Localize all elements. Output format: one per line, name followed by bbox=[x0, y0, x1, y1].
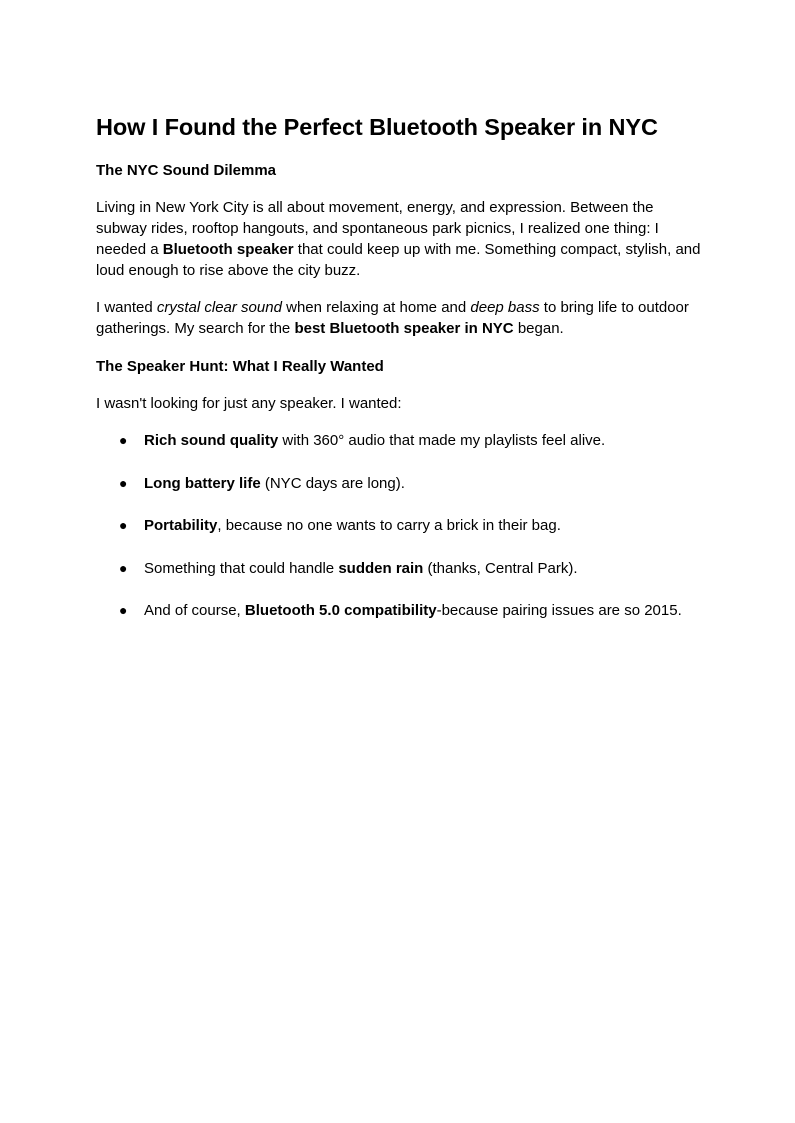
bullet-icon: ● bbox=[119, 517, 128, 533]
section-heading-speaker-hunt: The Speaker Hunt: What I Really Wanted bbox=[96, 358, 384, 375]
list-item-bold: Rich sound quality bbox=[144, 432, 279, 449]
paragraph-hunt-intro: I wasn't looking for just any speaker. I wanted: bbox=[96, 395, 402, 412]
list-item-text: with 360° audio that made my playlists feel alive. bbox=[278, 432, 606, 449]
paragraph-wants bbox=[96, 297, 701, 339]
list-item bbox=[96, 600, 701, 621]
italic-text: deep bass bbox=[470, 299, 540, 316]
paragraph-text: when relaxing at home and bbox=[281, 299, 471, 316]
list-item-text: Something that could handle bbox=[144, 559, 339, 577]
list-item bbox=[96, 430, 701, 451]
paragraph-text: Living in New York City is all about movement, energy, and expression. Between the subway rides, rooftop hangouts, and spontaneous park picnics, I realized one thing: I needed a bbox=[96, 199, 659, 258]
list-item bbox=[96, 515, 701, 536]
bullet-icon: ● bbox=[119, 474, 128, 491]
paragraph-intro bbox=[96, 197, 701, 281]
list-item-text: (NYC days are long). bbox=[260, 474, 405, 492]
bullet-icon: ● bbox=[119, 559, 128, 576]
paragraph-text: to bring life to outdoor gatherings. My search for the bbox=[96, 299, 689, 337]
list-item bbox=[96, 473, 701, 494]
bold-text: Bluetooth speaker bbox=[162, 241, 294, 258]
list-item-text: -because pairing issues are so 2015. bbox=[436, 602, 682, 619]
bullet-icon: ● bbox=[119, 432, 128, 448]
list-item-bold: Portability bbox=[144, 517, 218, 534]
page-title: How I Found the Perfect Bluetooth Speaker in NYC bbox=[96, 114, 658, 140]
list-item-text: (thanks, Central Park). bbox=[423, 559, 578, 577]
list-item-bold: Long battery life bbox=[144, 474, 261, 492]
paragraph-text: that could keep up with me. Something compact, stylish, and loud enough to rise above the city buzz. bbox=[96, 241, 701, 279]
section-heading-sound-dilemma: The NYC Sound Dilemma bbox=[96, 162, 277, 179]
bullet-icon: ● bbox=[119, 602, 128, 618]
requirements-list bbox=[96, 430, 701, 621]
document-body bbox=[96, 112, 701, 643]
list-item-bold: sudden rain bbox=[338, 559, 424, 577]
list-item-text: , because no one wants to carry a brick in their bag. bbox=[217, 517, 561, 534]
list-item bbox=[96, 558, 701, 579]
list-item-bold: Bluetooth 5.0 compatibility bbox=[244, 602, 437, 619]
italic-text: crystal clear sound bbox=[156, 299, 282, 316]
paragraph-text: began. bbox=[513, 320, 564, 337]
list-item-text: And of course, bbox=[144, 602, 245, 619]
bold-text: best Bluetooth speaker in NYC bbox=[294, 320, 514, 337]
paragraph-text: I wanted bbox=[96, 299, 157, 316]
